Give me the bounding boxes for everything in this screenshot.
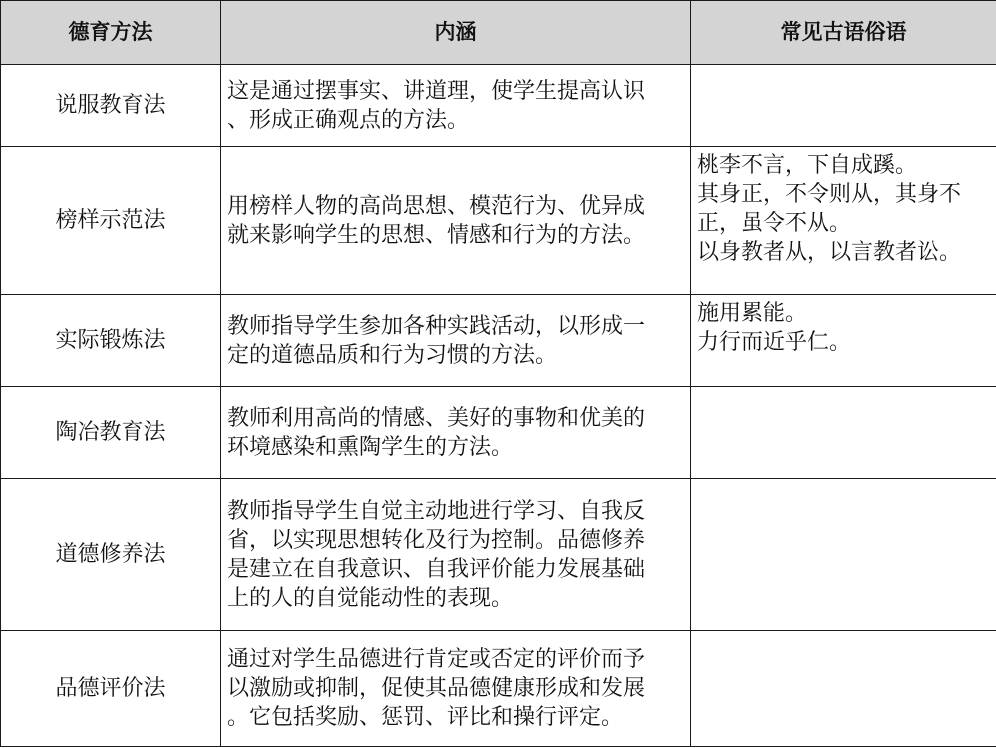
content-line: 教师利用高尚的情感、美好的事物和优美的 [227,405,646,431]
sayings-cell [691,387,996,479]
table-row [1,631,996,747]
saying-line: 以身教者从，以言教者讼。 [697,240,962,265]
method-cell: 陶冶教育法 [1,387,221,479]
table-row [1,479,996,631]
table-row [1,65,996,147]
content-line: 定的道德品质和行为习惯的方法。 [227,342,558,368]
content-line: 、形成正确观点的方法。 [227,107,470,133]
header-content: 内涵 [221,1,691,65]
content-line: 教师指导学生参加各种实践活动，以形成一 [227,313,646,339]
content-line: 教师指导学生自觉主动地进行学习、自我反 [227,498,646,524]
content-line: 省，以实现思想转化及行为控制。品德修养 [227,527,646,553]
content-cell [221,387,691,479]
content-line: 是建立在自我意识、自我评价能力发展基础 [227,556,646,582]
saying-line: 其身正，不令则从，其身不 [697,182,962,207]
sayings-cell [691,295,996,387]
content-line: 上的人的自觉能动性的表现。 [227,585,514,611]
content-line: 。它包括奖励、惩罚、评比和操行评定。 [227,705,624,730]
content-line: 通过对学生品德进行肯定或否定的评价而予 [227,647,646,672]
saying-line: 正，虽令不从。 [697,211,852,236]
saying-line: 施用累能。 [697,301,808,326]
table-row [1,147,996,295]
method-cell: 道德修养法 [1,479,221,631]
header-row [1,1,996,65]
content-line: 用榜样人物的高尚思想、模范行为、优异成 [227,193,646,219]
content-cell [221,631,691,747]
method-cell: 榜样示范法 [1,147,221,295]
content-cell [221,295,691,387]
method-cell: 实际锻炼法 [1,295,221,387]
header-sayings: 常见古语俗语 [691,1,996,65]
content-cell [221,65,691,147]
saying-line: 力行而近乎仁。 [697,330,852,355]
method-cell: 说服教育法 [1,65,221,147]
content-line: 以激励或抑制，促使其品德健康形成和发展 [227,676,646,701]
sayings-cell [691,631,996,747]
content-line: 就来影响学生的思想、情感和行为的方法。 [227,222,646,248]
saying-line: 桃李不言，下自成蹊。 [697,153,918,178]
table-row [1,387,996,479]
content-line: 这是通过摆事实、讲道理，使学生提高认识 [227,78,646,104]
method-cell: 品德评价法 [1,631,221,747]
sayings-cell [691,479,996,631]
content-line: 环境感染和熏陶学生的方法。 [227,434,514,460]
table-row [1,295,996,387]
sayings-cell [691,147,996,295]
content-cell [221,479,691,631]
content-cell [221,147,691,295]
sayings-cell [691,65,996,147]
header-method: 德育方法 [1,1,221,65]
